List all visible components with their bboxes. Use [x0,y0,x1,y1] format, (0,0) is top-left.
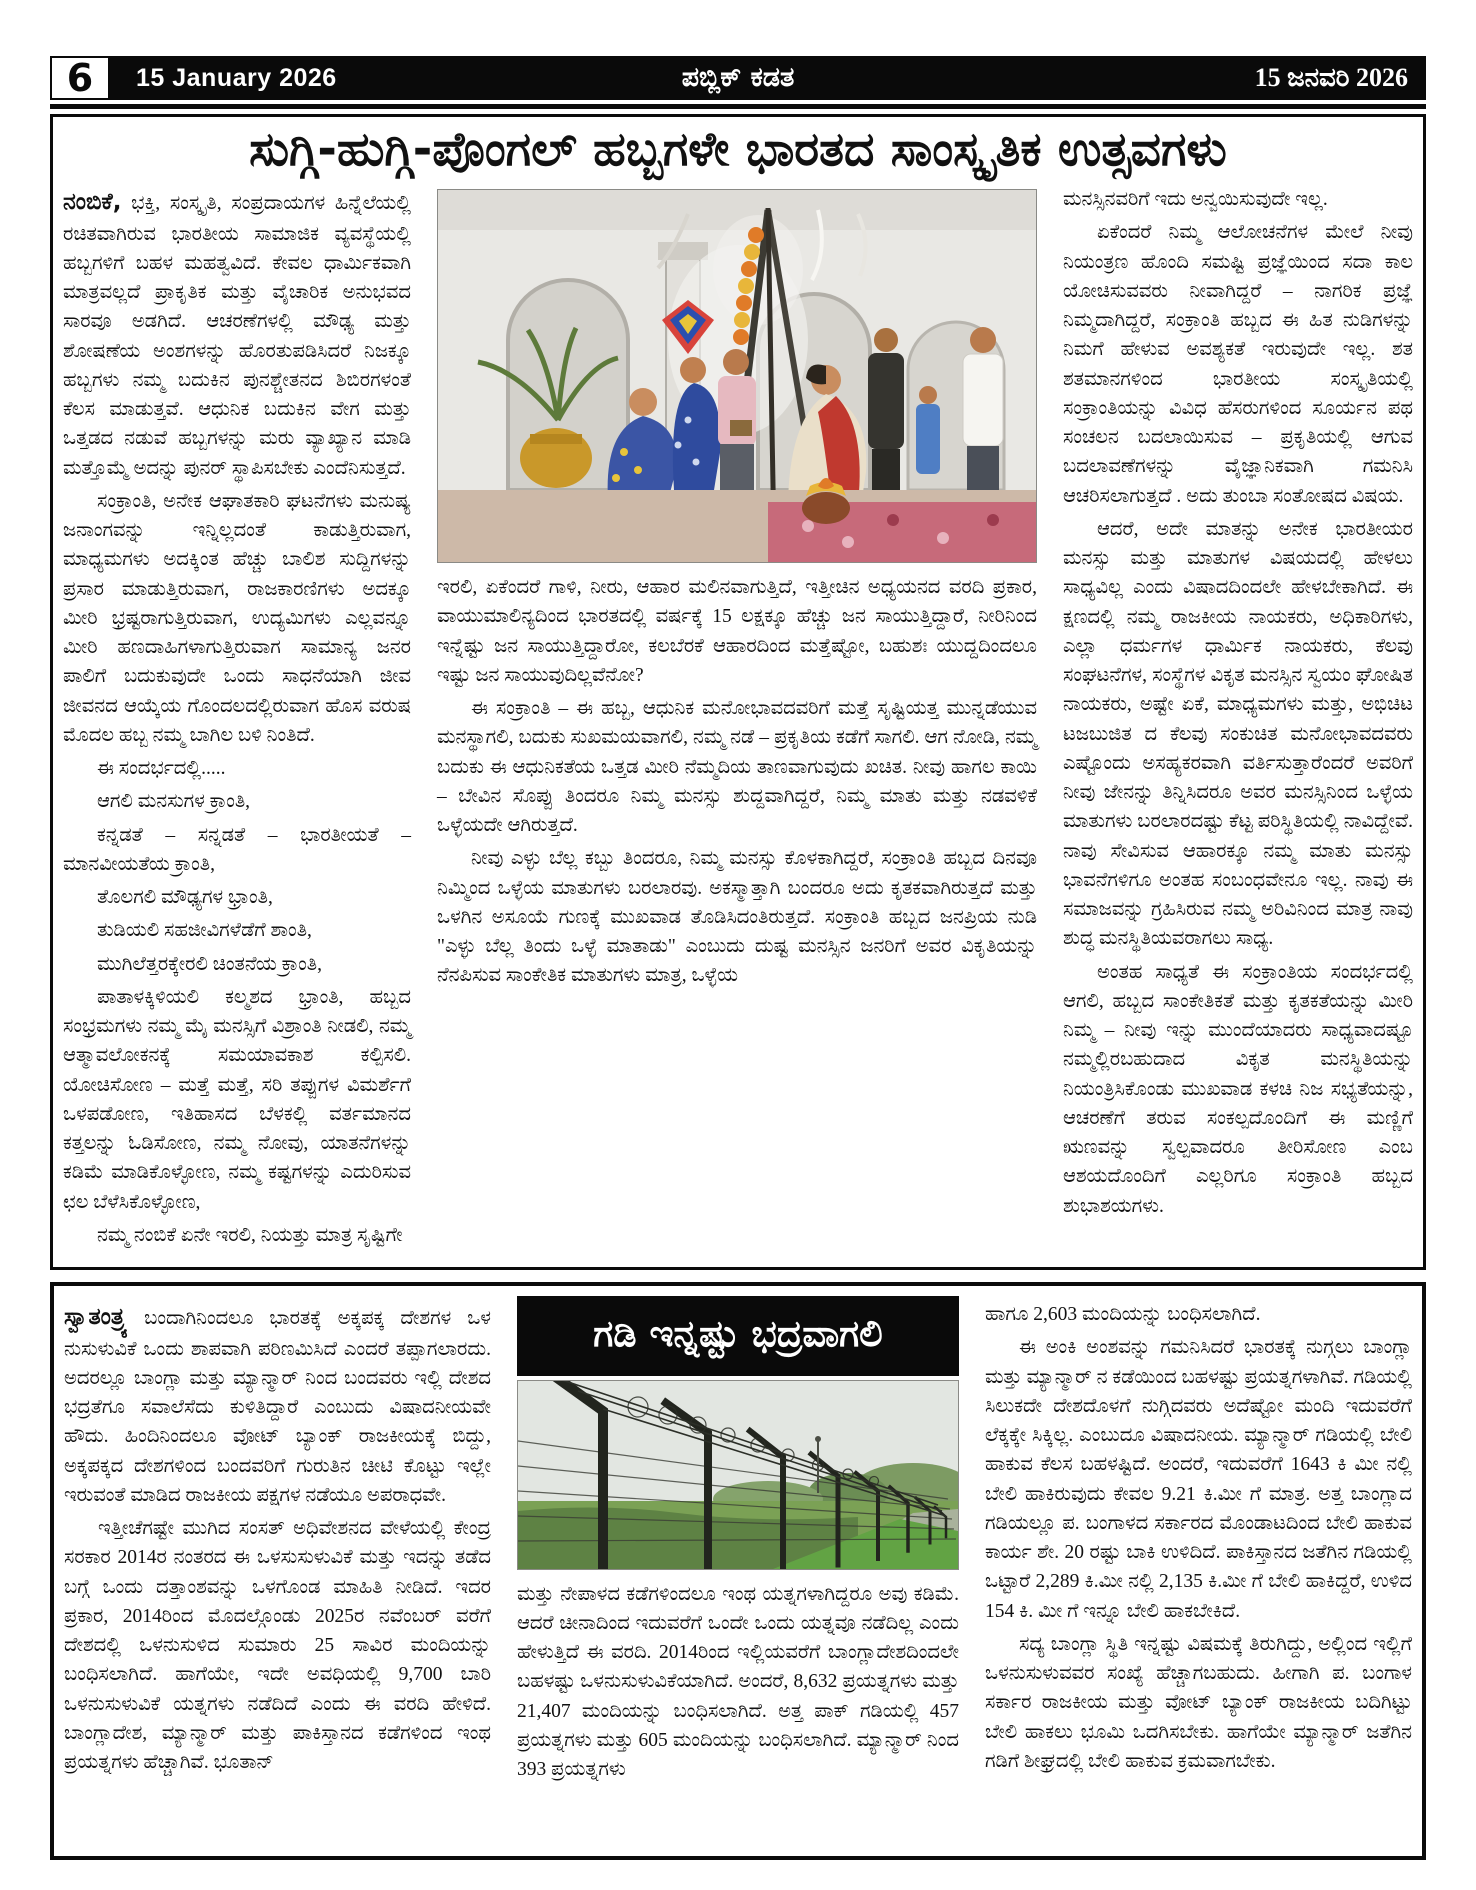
article2-paragraph: ಇತ್ತೀಚೆಗಷ್ಟೇ ಮುಗಿದ ಸಂಸತ್ ಅಧಿವೇಶನದ ವೇಳೆಯಲ್ಲಿ ಕೇಂದ್ರ ಸರಕಾರ 2014ರ ನಂತರದ ಈ ಒಳಸುಸುಳುವಿಕೆ ಮತ್ತು ಇದನ್ನು ತಡೆದ ಬಗ್ಗೆ ಒಂದು ದತ್ತಾಂಶವನ್ನು ಒಳಗೊಂಡ ಮಾಹಿತಿ ನೀಡಿದೆ. ಇದರ ಪ್ರಕಾರ, 2014ರಿಂದ ಮೊದಲ್ಗೊಂಡು 2025ರ ನವೆಂಬರ್ ವರೆಗೆ ದೇಶದಲ್ಲಿ ಒಳನುಸುಳಿದ ಸುಮಾರು 25 ಸಾವಿರ ಮಂದಿಯನ್ನು ಬಂಧಿಸಲಾಗಿದೆ. ಹಾಗೆಯೇ, ಇದೇ ಅವಧಿಯಲ್ಲಿ 9,700 ಬಾರಿ ಒಳನುಸುಳುವಿಕೆ ಯತ್ನಗಳು ನಡೆದಿದೆ ಎಂದು ಈ ವರದಿ ಹೇಳಿದೆ. ಬಾಂಗ್ಲಾದೇಶ, ಮ್ಯಾನ್ಮಾರ್ ಮತ್ತು ಪಾಕಿಸ್ತಾನದ ಕಡೆಗಳಿಂದ ಇಂಥ ಪ್ರಯತ್ನಗಳು ಹೆಚ್ಚಾಗಿವೆ. ಭೂತಾನ್ [64,1518,491,1773]
article1-verse-line: ಮುಗಿಲೆತ್ತರಕ್ಕೇರಲಿ ಚಿಂತನೆಯ ಕ್ರಾಂತಿ, [97,953,322,975]
article1-verse-line: ತೊಲಗಲಿ ಮೌಢ್ಯಗಳ ಭ್ರಾಂತಿ, [97,887,273,909]
masthead-title: ಪಬ್ಲಿಕ್ ಕಡತ [681,62,795,93]
article1-paragraph: ಏಕೆಂದರೆ ನಿಮ್ಮ ಆಲೋಚನೆಗಳ ಮೇಲೆ ನೀವು ನಿಯಂತ್ರಣ ಹೊಂದಿ ಸಮಷ್ಟಿ ಪ್ರಜ್ಞೆಯಿಂದ ಸದಾ ಕಾಲ ಯೋಚಿಸುವವರು ನೀವಾಗಿದ್ದರೆ – ನಾಗರಿಕ ಪ್ರಜ್ಞೆ ನಿಮ್ಮದಾಗಿದ್ದರೆ, ಸಂಕ್ರಾಂತಿ ಹಬ್ಬದ ಈ ಹಿತ ನುಡಿಗಳನ್ನು ನಿಮಗೆ ಹೇಳುವ ಅವಶ್ಯಕತೆ ಇರುವುದೇ ಇಲ್ಲ. ಶತ ಶತಮಾನಗಳಿಂದ ಭಾರತೀಯ ಸಂಸ್ಕೃತಿಯಲ್ಲಿ ಸಂಕ್ರಾಂತಿಯನ್ನು ವಿವಿಧ ಹೆಸರುಗಳಿಂದ ಸೂರ್ಯನ ಪಥ ಸಂಚಲನ ಬದಲಾಯಿಸುವ – ಪ್ರಕೃತಿಯಲ್ಲಿ ಆಗುವ ಬದಲಾವಣೆಗಳನ್ನು ವೈಜ್ಞಾನಿಕವಾಗಿ ಗಮನಿಸಿ ಆಚರಿಸಲಾಗುತ್ತದೆ . ಅದು ತುಂಬಾ ಸಂತೋಷದ ವಿಷಯ. [1063,222,1413,507]
header-date-kannada: 15 ಜನವರಿ 2026 [1254,62,1408,92]
header-date-english: 15 January 2026 [136,63,337,92]
article1-verse-line: ಈ ಸಂದರ್ಭದಲ್ಲಿ..... [97,758,226,780]
article1-paragraph [63,185,411,483]
header-rule [50,104,1426,109]
article1-paragraph: ಈ ಸಂಕ್ರಾಂತಿ – ಈ ಹಬ್ಬ, ಆಧುನಿಕ ಮನೋಭಾವದವರಿಗೆ ಮತ್ತೆ ಸೃಷ್ಟಿಯತ್ತ ಮುನ್ನಡೆಯುವ ಮನಸ್ಥಾಗಲಿ, ಬದುಕು ಸುಖಮಯವಾಗಲಿ, ನಮ್ಮ ನಡೆ – ಪ್ರಕೃತಿಯ ಕಡೆಗೆ ಸಾಗಲಿ. ಆಗ ನೋಡಿ, ನಮ್ಮ ಬದುಕು ಈ ಆಧುನಿಕತೆಯ ಒತ್ತಡ ಮೀರಿ ನೆಮ್ಮದಿಯ ತಾಣವಾಗುವುದು ಖಚಿತ. ನೀವು ಹಾಗಲ ಕಾಯಿ – ಬೇವಿನ ಸೊಪ್ಪು ತಿಂದರೂ ನಿಮ್ಮ ಮನಸ್ಸು ಶುದ್ದವಾಗಿದ್ದರೆ, ನಿಮ್ಮ ಮಾತು ಮತ್ತು ನಡವಳಿಕೆ ಒಳ್ಳೆಯದೇ ಆಗಿರುತ್ತದೆ. [437,698,1037,837]
article1-paragraph: ಪಾತಾಳಕ್ಕಿಳಿಯಲಿ ಕಲ್ಮಶದ ಭ್ರಾಂತಿ, ಹಬ್ಬದ ಸಂಭ್ರಮಗಳು ನಮ್ಮ ಮೈ ಮನಸ್ಸಿಗೆ ವಿಶ್ರಾಂತಿ ನೀಡಲಿ, ನಮ್ಮ ಆತ್ಮಾವಲೋಕನಕ್ಕೆ ಸಮಯಾವಕಾಶ ಕಲ್ಪಿಸಲಿ. ಯೋಚಿಸೋಣ – ಮತ್ತೆ ಮತ್ತೆ, ಸರಿ ತಪ್ಪುಗಳ ವಿಮರ್ಶೆಗೆ ಒಳಪಡೋಣ, ಇತಿಹಾಸದ ಬೆಳಕಲ್ಲಿ ವರ್ತಮಾನದ ಕತ್ತಲನ್ನು ಓಡಿಸೋಣ, ನಮ್ಮ ನೋವು, ಯಾತನೆಗಳನ್ನು ಕಡಿಮೆ ಮಾಡಿಕೊಳ್ಳೋಣ, ನಮ್ಮ ಕಷ್ಟಗಳನ್ನು ಎದುರಿಸುವ ಛಲ ಬೆಳೆಸಿಕೊಳ್ಳೋಣ, [63,986,411,1213]
article2-paragraph [64,1300,491,1510]
article1-text: ಭಕ್ತಿ, ಸಂಸ್ಕೃತಿ, ಸಂಪ್ರದಾಯಗಳ ಹಿನ್ನೆಲೆಯಲ್ಲಿ ರಚಿತವಾಗಿರುವ ಭಾರತೀಯ ಸಾಮಾಜಿಕ ವ್ಯವಸ್ಥೆಯಲ್ಲಿ ಹಬ್ಬಗಳಿಗೆ ಬಹಳ ಮಹತ್ವವಿದೆ. ಕೇವಲ ಧಾರ್ಮಿಕವಾಗಿ ಮಾತ್ರವಲ್ಲದೆ ಪ್ರಾಕೃತಿಕ ಮತ್ತು ವೈಚಾರಿಕ ಅನುಭವದ ಸಾರವೂ ಅಡಗಿದೆ. ಆಚರಣೆಗಳಲ್ಲಿ ಮೌಢ್ಯ ಮತ್ತು ಶೋಷಣೆಯ ಅಂಶಗಳನ್ನು ಹೊರತುಪಡಿಸಿದರೆ ನಿಜಕ್ಕೂ ಹಬ್ಬಗಳು ನಮ್ಮ ಬದುಕಿನ ಪುನಶ್ಚೇತನದ ಶಿಬಿರಗಳಂತೆ ಕೆಲಸ ಮಾಡುತ್ತವೆ. ಆಧುನಿಕ ಬದುಕಿನ ವೇಗ ಮತ್ತು ಒತ್ತಡದ ನಡುವೆ ಹಬ್ಬಗಳನ್ನು ಮರು ವ್ಯಾಖ್ಯಾನ ಮಾಡಿ ಮತ್ತೊಮ್ಮೆ ಅದನ್ನು ಪುನರ್ ಸ್ಥಾಪಿಸಬೇಕು ಎಂದೆನಿಸುತ್ತದೆ. [63,193,411,479]
pongal-photo-illustration [438,190,1037,562]
article2-column-2 [517,1286,959,1856]
article1-verse-line: ತುಡಿಯಲಿ ಸಹಜೀವಿಗಳೆಡೆಗೆ ಶಾಂತಿ, [97,920,312,942]
article2-paragraph: ಈ ಅಂಕಿ ಅಂಶವನ್ನು ಗಮನಿಸಿದರೆ ಭಾರತಕ್ಕೆ ನುಗ್ಗಲು ಬಾಂಗ್ಲಾ ಮತ್ತು ಮ್ಯಾನ್ಮಾರ್ ನ ಕಡೆಯಿಂದ ಬಹಳಷ್ಟು ಪ್ರಯತ್ನಗಳಾಗಿವೆ. ಗಡಿಯಲ್ಲಿ ಸಿಲುಕದೇ ದೇಶದೊಳಗೆ ನುಗ್ಗಿದವರು ಅದೆಷ್ಟೋ ಮಂದಿ ಇದುವರೆಗೆ ಲೆಕ್ಕಕ್ಕೇ ಸಿಕ್ಕಿಲ್ಲ. ಎಂಬುದೂ ವಿಷಾದನೀಯ. ಮ್ಯಾನ್ಮಾರ್ ಗಡಿಯಲ್ಲಿ ಬೇಲಿ ಹಾಕುವ ಕೆಲಸ ಬಹಳಷ್ಟಿದೆ. ಅಂದರೆ, ಇದುವರೆಗೆ 1643 ಕಿ ಮೀ ನಲ್ಲಿ ಬೇಲಿ ಹಾಕಿರುವುದು ಕೇವಲ 9.21 ಕಿ.ಮೀ ಗೆ ಮಾತ್ರ. ಅತ್ತ ಬಾಂಗ್ಲಾದ ಗಡಿಯಲ್ಲೂ ಪ. ಬಂಗಾಳದ ಸರ್ಕಾರದ ಮೊಂಡಾಟದಿಂದ ಬೇಲಿ ಹಾಕುವ ಕಾರ್ಯ ಶೇ. 20 ರಷ್ಟು ಬಾಕಿ ಉಳಿದಿದೆ. ಪಾಕಿಸ್ತಾನದ ಜತೆಗಿನ ಗಡಿಯಲ್ಲಿ ಒಟ್ಟಾರೆ 2,289 ಕಿ.ಮೀ ನಲ್ಲಿ 2,135 ಕಿ.ಮೀ ಗೆ ಬೇಲಿ ಹಾಕಿದ್ದರೆ, ಉಳಿದ 154 ಕಿ. ಮೀ ಗೆ ಇನ್ನೂ ಬೇಲಿ ಹಾಕಬೇಕಿದೆ. [985,1337,1412,1622]
article1-paragraph: ಆದರೆ, ಅದೇ ಮಾತನ್ನು ಅನೇಕ ಭಾರತೀಯರ ಮನಸ್ಸು ಮತ್ತು ಮಾತುಗಳ ವಿಷಯದಲ್ಲಿ ಹೇಳಲು ಸಾಧ್ಯವಿಲ್ಲ ಎಂದು ವಿಷಾದದಿಂದಲೇ ಹೇಳಬೇಕಾಗಿದೆ. ಈ ಕ್ಷಣದಲ್ಲಿ ನಮ್ಮ ರಾಜಕೀಯ ನಾಯಕರು, ಅಧಿಕಾರಿಗಳು, ಎಲ್ಲಾ ಧರ್ಮಗಳ ಧಾರ್ಮಿಕ ನಾಯಕರು, ಕೆಲವು ಸಂಘಟನೆಗಳ, ಸಂಸ್ಥೆಗಳ ವಿಕೃತ ಮನಸ್ಸಿನ ಸ್ವಯಂ ಘೋಷಿತ ನಾಯಕರು, ಅಷ್ಟೇ ಏಕೆ, ಮಾಧ್ಯಮಗಳು ಮತ್ತು, ಅಭಿಚಿಟ ಟಜಬುಜಿತ ದ ಕೆಲವು ಸಂಕುಚಿತ ಮನೋಭಾವದವರು ಎಷ್ಟೊಂದು ಅಸಹ್ಯಕರವಾಗಿ ವರ್ತಿಸುತ್ತಾರೆಂದರೆ ಅವರಿಗೆ ನೀವು ಜೇನನ್ನು ತಿನ್ನಿಸಿದರೂ ಅವರ ಮನಸ್ಸಿನಿಂದ ಒಳ್ಳೆಯ ಮಾತುಗಳು ಬರಲಾರದಷ್ಟು ಕೆಟ್ಟ ಪರಿಸ್ಥಿತಿಯಲ್ಲಿ ನಾವಿದ್ದೇವೆ. ನಾವು ಸೇವಿಸುವ ಆಹಾರಕ್ಕೂ ನಮ್ಮ ಮಾತು ಮನಸ್ಸು ಭಾವನೆಗಳಿಗೂ ಅಂತಹ ಸಂಬಂಧವೇನೂ ಇಲ್ಲ. ನಾವು ಈ ಸಮಾಜವನ್ನು ಗ್ರಹಿಸಿರುವ ನಮ್ಮ ಅರಿವಿನಿಂದ ಮಾತ್ರ ನಾವು ಶುದ್ಧ ಮನಸ್ಥಿತಿಯವರಾಗಲು ಸಾಧ್ಯ. [1063,518,1413,950]
article1-column-3 [1063,185,1413,1254]
article2-lead-word: ಸ್ವಾತಂತ್ರ್ಯ [64,1304,129,1330]
photo-border-fence [517,1380,959,1570]
article-sankranti [50,114,1426,1270]
photo-pongal-celebration [437,189,1037,563]
article1-paragraph: ಮನಸ್ಸಿನವರಿಗೆ ಇದು ಅನ್ವಯಿಸುವುದೇ ಇಲ್ಲ. [1063,189,1328,211]
article1-paragraph: ಇರಲಿ, ಏಕೆಂದರೆ ಗಾಳಿ, ನೀರು, ಆಹಾರ ಮಲಿನವಾಗುತ್ತಿದೆ, ಇತ್ತೀಚಿನ ಅಧ್ಯಯನದ ವರದಿ ಪ್ರಕಾರ, ವಾಯುಮಾಲಿನ್ಯದಿಂದ ಭಾರತದಲ್ಲಿ ವರ್ಷಕ್ಕೆ 15 ಲಕ್ಷಕ್ಕೂ ಹೆಚ್ಚು ಜನ ಸಾಯುತ್ತಿದ್ದಾರೆ, ನೀರಿನಿಂದ ಇನ್ನೆಷ್ಟು ಜನ ಸಾಯುತ್ತಿದ್ದಾರೋ, ಕಲಬೆರಕೆ ಆಹಾರದಿಂದ ಮತ್ತೆಷ್ಟೋ, ಬಹುಶಃ ಯುದ್ದದಿಂದಲೂ ಇಷ್ಟು ಜನ ಸಾಯುವುದಿಲ್ಲವೆನೋ? [437,577,1037,686]
article2-paragraph: ಹಾಗೂ 2,603 ಮಂದಿಯನ್ನು ಬಂಧಿಸಲಾಗಿದೆ. [985,1304,1261,1325]
article1-headline: ಸುಗ್ಗಿ-ಹುಗ್ಗಿ-ಪೊಂಗಲ್ ಹಬ್ಬಗಳೇ ಭಾರತದ ಸಾಂಸ್ಕೃತಿಕ ಉತ್ಸವಗಳು [249,122,1227,177]
article2-headline-banner: ಗಡಿ ಇನ್ನಷ್ಟು ಭದ್ರವಾಗಲಿ [517,1296,959,1376]
article2-paragraph: ಮತ್ತು ನೇಪಾಳದ ಕಡೆಗಳಿಂದಲೂ ಇಂಥ ಯತ್ನಗಳಾಗಿದ್ದರೂ ಅವು ಕಡಿಮೆ. ಆದರೆ ಚೀನಾದಿಂದ ಇದುವರೆಗೆ ಒಂದೇ ಒಂದು ಯತ್ನವೂ ನಡೆದಿಲ್ಲ ಎಂದು ಹೇಳುತ್ತಿದೆ ಈ ವರದಿ. 2014ರಿಂದ ಇಲ್ಲಿಯವರೆಗೆ ಬಾಂಗ್ಲಾದೇಶದಿಂದಲೇ ಬಹಳಷ್ಟು ಒಳನುಸುಳುವಿಕೆಯಾಗಿದೆ. ಅಂದರೆ, 8,632 ಪ್ರಯತ್ನಗಳು ಮತ್ತು 21,407 ಮಂದಿಯನ್ನು ಬಂಧಿಸಲಾಗಿದೆ. ಅತ್ತ ಪಾಕ್ ಗಡಿಯಲ್ಲಿ 457 ಪ್ರಯತ್ನಗಳು ಮತ್ತು 605 ಮಂದಿಯನ್ನು ಬಂಧಿಸಲಾಗಿದೆ. ಮ್ಯಾನ್ಮಾರ್ ನಿಂದ 393 ಪ್ರಯತ್ನಗಳು [517,1583,959,1780]
article1-paragraph: ನೀವು ಎಳ್ಳು ಬೆಲ್ಲ ಕಬ್ಬು ತಿಂದರೂ, ನಿಮ್ಮ ಮನಸ್ಸು ಕೊಳಕಾಗಿದ್ದರೆ, ಸಂಕ್ರಾಂತಿ ಹಬ್ಬದ ದಿನವೂ ನಿಮ್ಮಿಂದ ಒಳ್ಳೆಯ ಮಾತುಗಳು ಬರಲಾರವು. ಅಕಸ್ಮಾತ್ತಾಗಿ ಬಂದರೂ ಅದು ಕೃತಕವಾಗಿರುತ್ತದೆ ಮತ್ತು ಒಳಗಿನ ಅಸೂಯೆ ಗುಣಕ್ಕೆ ಮುಖವಾಡ ತೊಡಿಸಿದಂತಿರುತ್ತದೆ. ಸಂಕ್ರಾಂತಿ ಹಬ್ಬದ ಜನಪ್ರಿಯ ನುಡಿ "ಎಳ್ಳು ಬೆಲ್ಲ ತಿಂದು ಒಳ್ಳೆ ಮಾತಾಡು" ಎಂಬುದು ದುಷ್ಟ ಮನಸ್ಸಿನ ಜನರಿಗೆ ಅವರ ವಿಕೃತಿಯನ್ನು ನೆನಪಿಸುವ ಸಾಂಕೇತಿಕ ಮಾತುಗಳು ಮಾತ್ರ, ಒಳ್ಳೆಯ [437,848,1037,987]
border-fence-illustration [518,1381,958,1569]
article1-column-2 [437,185,1037,1254]
article1-paragraph: ಸಂಕ್ರಾಂತಿ, ಅನೇಕ ಆಘಾತಕಾರಿ ಘಟನೆಗಳು ಮನುಷ್ಯ ಜನಾಂಗವನ್ನು ಇನ್ನಿಲ್ಲದಂತೆ ಕಾಡುತ್ತಿರುವಾಗ, ಮಾಧ್ಯಮಗಳು ಅದಕ್ಕಿಂತ ಹೆಚ್ಚು ಬಾಲಿಶ ಸುದ್ದಿಗಳನ್ನು ಪ್ರಸಾರ ಮಾಡುತ್ತಿರುವಾಗ, ರಾಜಕಾರಣಿಗಳು ಅದಕ್ಕೂ ಮೀರಿ ಭ್ರಷ್ಟರಾಗುತ್ತಿರುವಾಗ, ಉದ್ಯಮಿಗಳು ಎಲ್ಲವನ್ನೂ ಮೀರಿ ಹಣದಾಹಿಗಳಾಗುತ್ತಿರುವಾಗ ಸಾಮಾನ್ಯ ಜನರ ಪಾಲಿಗೆ ಬದುಕುವುದೇ ಒಂದು ಸಾಧನೆಯಾಗಿ ಜೀವ ಜೀವನದ ಆಯ್ಕೆಯ ಗೊಂದಲದಲ್ಲಿರುವಾಗ ಹೊಸ ವರುಷ ಮೊದಲ ಹಬ್ಬ ನಮ್ಮ ಬಾಗಿಲ ಬಳಿ ನಿಂತಿದೆ. [63,490,411,746]
article1-verse-line: ಕನ್ನಡತೆ – ಸನ್ನಡತೆ – ಭಾರತೀಯತೆ – ಮಾನವೀಯತೆಯ ಕ್ರಾಂತಿ, [63,824,411,875]
page-number: 6 [52,58,108,98]
masthead-bar [50,56,1426,100]
article2-text: ಬಂದಾಗಿನಿಂದಲೂ ಭಾರತಕ್ಕೆ ಅಕ್ಕಪಕ್ಕ ದೇಶಗಳ ಒಳ ನುಸುಳುವಿಕೆ ಒಂದು ಶಾಪವಾಗಿ ಪರಿಣಮಿಸಿದೆ ಎಂದರೆ ತಪ್ಪಾಗಲಾರದು. ಅದರಲ್ಲೂ ಬಾಂಗ್ಲಾ ಮತ್ತು ಮ್ಯಾನ್ಮಾರ್ ನಿಂದ ಬಂದವರು ಇಲ್ಲಿ ದೇಶದ ಭದ್ರತೆಗೂ ಸವಾಲೆಸೆದು ಕುಳಿತಿದ್ದಾರೆ ಎಂಬುದು ವಿಷಾದನೀಯವೇ ಹೌದು. ಹಿಂದಿನಿಂದಲೂ ವೋಟ್ ಬ್ಯಾಂಕ್ ರಾಜಕೀಯಕ್ಕೆ ಬಿದ್ದು, ಅಕ್ಕಪಕ್ಕದ ದೇಶಗಳಿಂದ ಬಂದವರಿಗೆ ಗುರುತಿನ ಚೀಟಿ ಕೊಟ್ಟು ಇಲ್ಲೇ ಇರುವಂತೆ ಮಾಡಿದ ರಾಜಕೀಯ ಪಕ್ಷಗಳ ನಡೆಯೂ ಅಪರಾಧವೇ. [64,1308,491,1506]
article1-paragraph: ನಮ್ಮ ನಂಬಿಕೆ ಏನೇ ಇರಲಿ, ನಿಯತ್ತು ಮಾತ್ರ ಸೃಷ್ಟಿಗೇ [97,1224,403,1246]
article1-verse-line: ಆಗಲಿ ಮನಸುಗಳ ಕ್ರಾಂತಿ, [97,791,251,813]
article2-column-3 [985,1286,1412,1856]
article-border-security [50,1282,1426,1860]
article1-lead-word: ನಂಬಿಕೆ, [63,189,122,216]
article1-paragraph: ಅಂತಹ ಸಾಧ್ಯತೆ ಈ ಸಂಕ್ರಾಂತಿಯ ಸಂದರ್ಭದಲ್ಲಿ ಆಗಲಿ, ಹಬ್ಬದ ಸಾಂಕೇತಿಕತೆ ಮತ್ತು ಕೃತಕತೆಯನ್ನು ಮೀರಿ ನಿಮ್ಮ – ನೀವು ಇನ್ನು ಮುಂದೆಯಾದರು ಸಾಧ್ಯವಾದಷ್ಟೂ ನಮ್ಮಲ್ಲಿರಬಹುದಾದ ವಿಕೃತ ಮನಸ್ಥಿತಿಯನ್ನು ನಿಯಂತ್ರಿಸಿಕೊಂಡು ಮುಖವಾಡ ಕಳಚಿ ನಿಜ ಸಭ್ಯತೆಯನ್ನು, ಆಚರಣೆಗೆ ತರುವ ಸಂಕಲ್ಪದೊಂದಿಗೆ ಈ ಮಣ್ಣಿಗೆ ಋಣವನ್ನು ಸ್ವಲ್ಪವಾದರೂ ತೀರಿಸೋಣ ಎಂಬ ಆಶಯದೊಂದಿಗೆ ಎಲ್ಲರಿಗೂ ಸಂಕ್ರಾಂತಿ ಹಬ್ಬದ ಶುಭಾಶಯಗಳು. [1063,961,1413,1217]
article2-paragraph: ಸದ್ಯ ಬಾಂಗ್ಲಾ ಸ್ಥಿತಿ ಇನ್ನಷ್ಟು ವಿಷಮಕ್ಕೆ ತಿರುಗಿದ್ದು, ಅಲ್ಲಿಂದ ಇಲ್ಲಿಗೆ ಒಳನುಸುಳುವವರ ಸಂಖ್ಯೆ ಹೆಚ್ಚಾಗಬಹುದು. ಹೀಗಾಗಿ ಪ. ಬಂಗಾಳ ಸರ್ಕಾರ ರಾಜಕೀಯ ಮತ್ತು ವೋಟ್ ಬ್ಯಾಂಕ್ ರಾಜಕೀಯ ಬದಿಗಿಟ್ಟು ಬೇಲಿ ಹಾಕಲು ಭೂಮಿ ಒದಗಿಸಬೇಕು. ಹಾಗೆಯೇ ಮ್ಯಾನ್ಮಾರ್ ಜತೆಗಿನ ಗಡಿಗೆ ಶೀಘ್ರದಲ್ಲಿ ಬೇಲಿ ಹಾಕುವ ಕ್ರಮವಾಗಬೇಕು. [985,1633,1412,1772]
article2-column-1 [64,1286,491,1856]
article1-column-1 [63,185,411,1254]
